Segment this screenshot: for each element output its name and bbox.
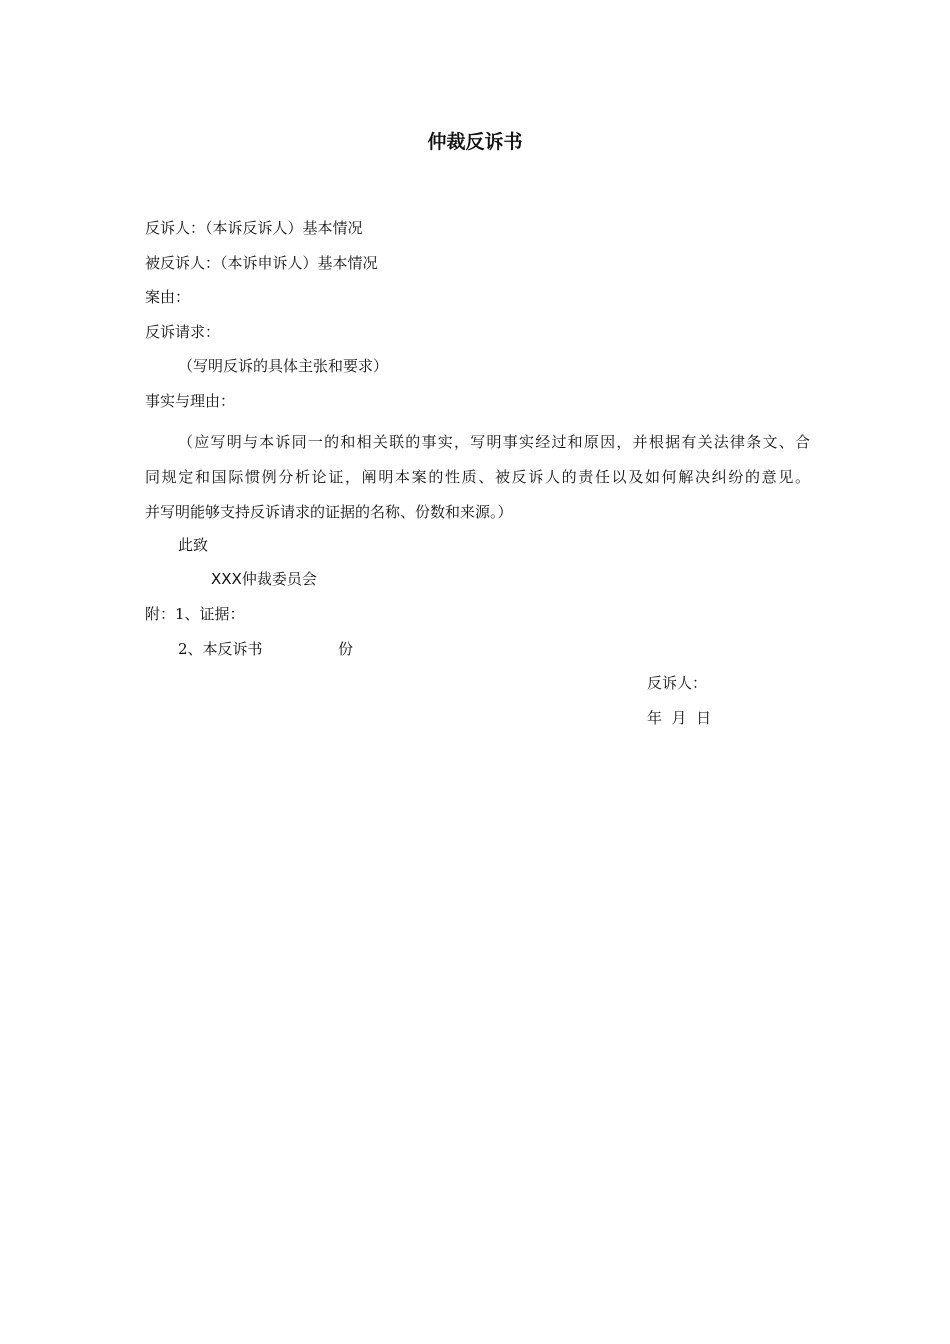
facts-line-2: 同规定和国际惯例分析论证，阐明本案的性质、被反诉人的责任以及如何解决纠纷的意见。 xyxy=(145,468,810,486)
recipient-line xyxy=(211,568,317,590)
counter-respondent-line: 被反诉人：（本诉申诉人）基本情况 xyxy=(145,254,378,272)
facts-heading: 事实与理由： xyxy=(145,392,236,410)
facts-line-3: 并写明能够支持反诉请求的证据的名称、份数和来源。） xyxy=(145,503,513,521)
attachment-2-label: 2、本反诉书 xyxy=(178,640,263,658)
cause-line: 案由： xyxy=(145,288,191,306)
attachment-2-unit: 份 xyxy=(338,640,354,658)
salutation: 此致 xyxy=(178,536,209,554)
document-title: 仲裁反诉书 xyxy=(427,131,523,153)
counter-claimant-line: 反诉人：（本诉反诉人）基本情况 xyxy=(145,219,363,237)
attachment-1: 附：1、证据： xyxy=(145,605,245,623)
recipient-name: 仲裁委员会 xyxy=(241,570,317,588)
facts-paragraph xyxy=(145,425,810,530)
claims-heading: 反诉请求： xyxy=(145,323,221,341)
date-line: 年 月 日 xyxy=(647,709,712,727)
claims-hint: （写明反诉的具体主张和要求） xyxy=(178,357,389,375)
recipient-prefix: XXX xyxy=(211,570,242,588)
facts-line-1: （应写明与本诉同一的和相关联的事实，写明事实经过和原因，并根据有关法律条文、合 xyxy=(178,433,810,451)
signature-label: 反诉人： xyxy=(647,674,708,692)
